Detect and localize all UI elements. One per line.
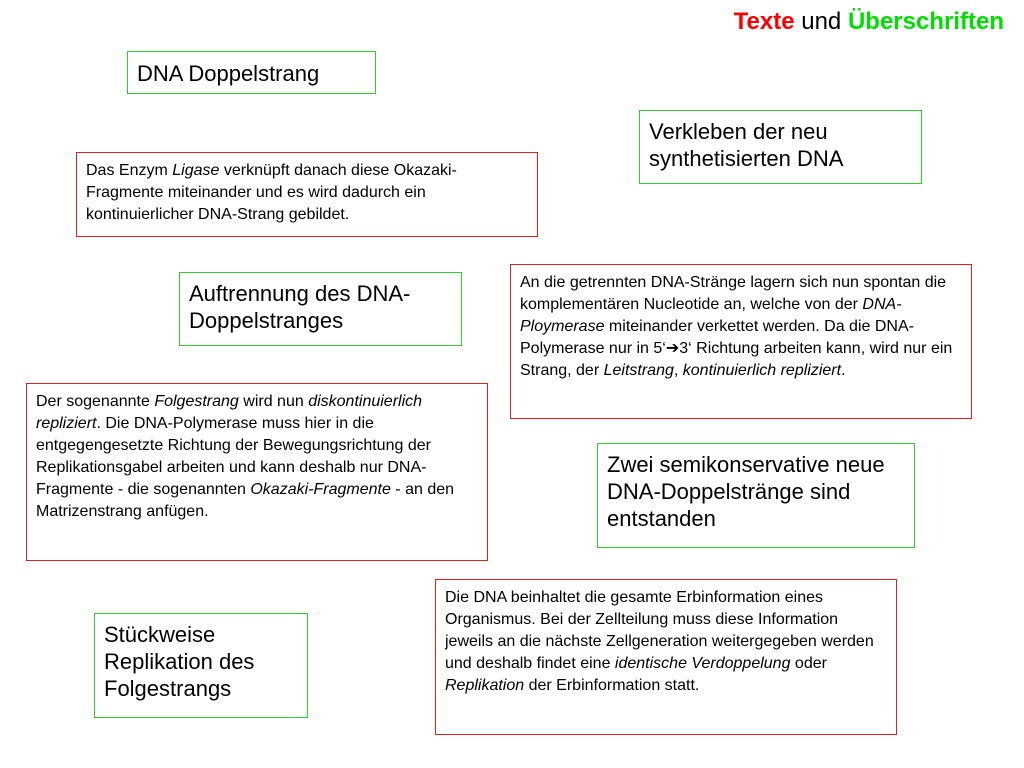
text-italic: Folgestrang (154, 393, 239, 410)
text-segment: Der sogenannte (36, 393, 155, 410)
title-ueberschriften: Überschriften (847, 8, 1004, 35)
heading-zwei-doppelstraenge[interactable]: Zwei semikonservative neue DNA-Doppelstränge sind entstanden (597, 443, 915, 548)
text-italic: Replikation (445, 677, 525, 694)
text-italic: DNA-Ploymerase (520, 296, 902, 335)
title-und: und (801, 8, 842, 35)
text-segment: Die DNA beinhaltet die gesamte Erbinformation eines Organismus. Bei der Zellteilung muss diese Information jeweils an die nächste Zellgeneration weitergegeben werden und deshalb findet eine (445, 589, 874, 672)
text-ligase[interactable] (76, 152, 538, 237)
text-segment: Das Enzym (86, 162, 173, 179)
text-italic: Ligase (172, 162, 220, 179)
text-italic: identische Verdoppelung (614, 655, 791, 672)
title-texte: Texte (733, 8, 795, 35)
text-segment: verknüpft danach diese Okazaki-Fragmente miteinander und es wird dadurch ein kontinuierlicher DNA-Strang gebildet. (86, 162, 457, 223)
text-segment: . Die DNA-Polymerase muss hier in die entgegengesetzte Richtung der Bewegungsrichtung der Replikationsgabel arbeiten und kann deshalb nur DNA-Fragmente - die sogenannten (36, 415, 431, 498)
heading-stueckweise-replikation[interactable]: Stückweise Replikation des Folgestrangs (94, 613, 308, 718)
text-segment: der Erbinformation statt. (524, 677, 700, 694)
heading-verkleben[interactable]: Verkleben der neu synthetisierten DNA (639, 110, 922, 184)
text-segment: miteinander verkettet werden. Da die DNA-Polymerase nur in 5‘ (520, 318, 914, 357)
text-italic: Okazaki-Fragmente (250, 481, 391, 498)
slide-title (734, 8, 1004, 36)
text-segment: wird nun (238, 393, 309, 410)
text-segment: An die getrennten DNA-Stränge lagern sich nun spontan die komplementären Nucleotide an, welche von der (520, 274, 947, 313)
text-italic: diskontinuierlich repliziert (36, 393, 423, 432)
text-segment: , (673, 362, 683, 379)
arrow-right-icon: ➔ (665, 340, 680, 357)
text-italic: kontinuierlich repliziert (682, 362, 842, 379)
text-segment: oder (790, 655, 827, 672)
heading-dna-doppelstrang[interactable]: DNA Doppelstrang (127, 51, 376, 94)
text-segment: 3‘ Richtung arbeiten kann, wird nur ein Strang, der (520, 340, 953, 379)
text-segment: . (841, 362, 846, 379)
text-polymerase[interactable] (510, 264, 972, 419)
text-erbinformation[interactable] (435, 579, 897, 735)
heading-auftrennung[interactable]: Auftrennung des DNA-Doppelstranges (179, 272, 462, 346)
text-segment: - an den Matrizenstrang anfügen. (36, 481, 455, 520)
text-italic: Leitstrang (603, 362, 674, 379)
text-folgestrang[interactable] (26, 383, 488, 561)
